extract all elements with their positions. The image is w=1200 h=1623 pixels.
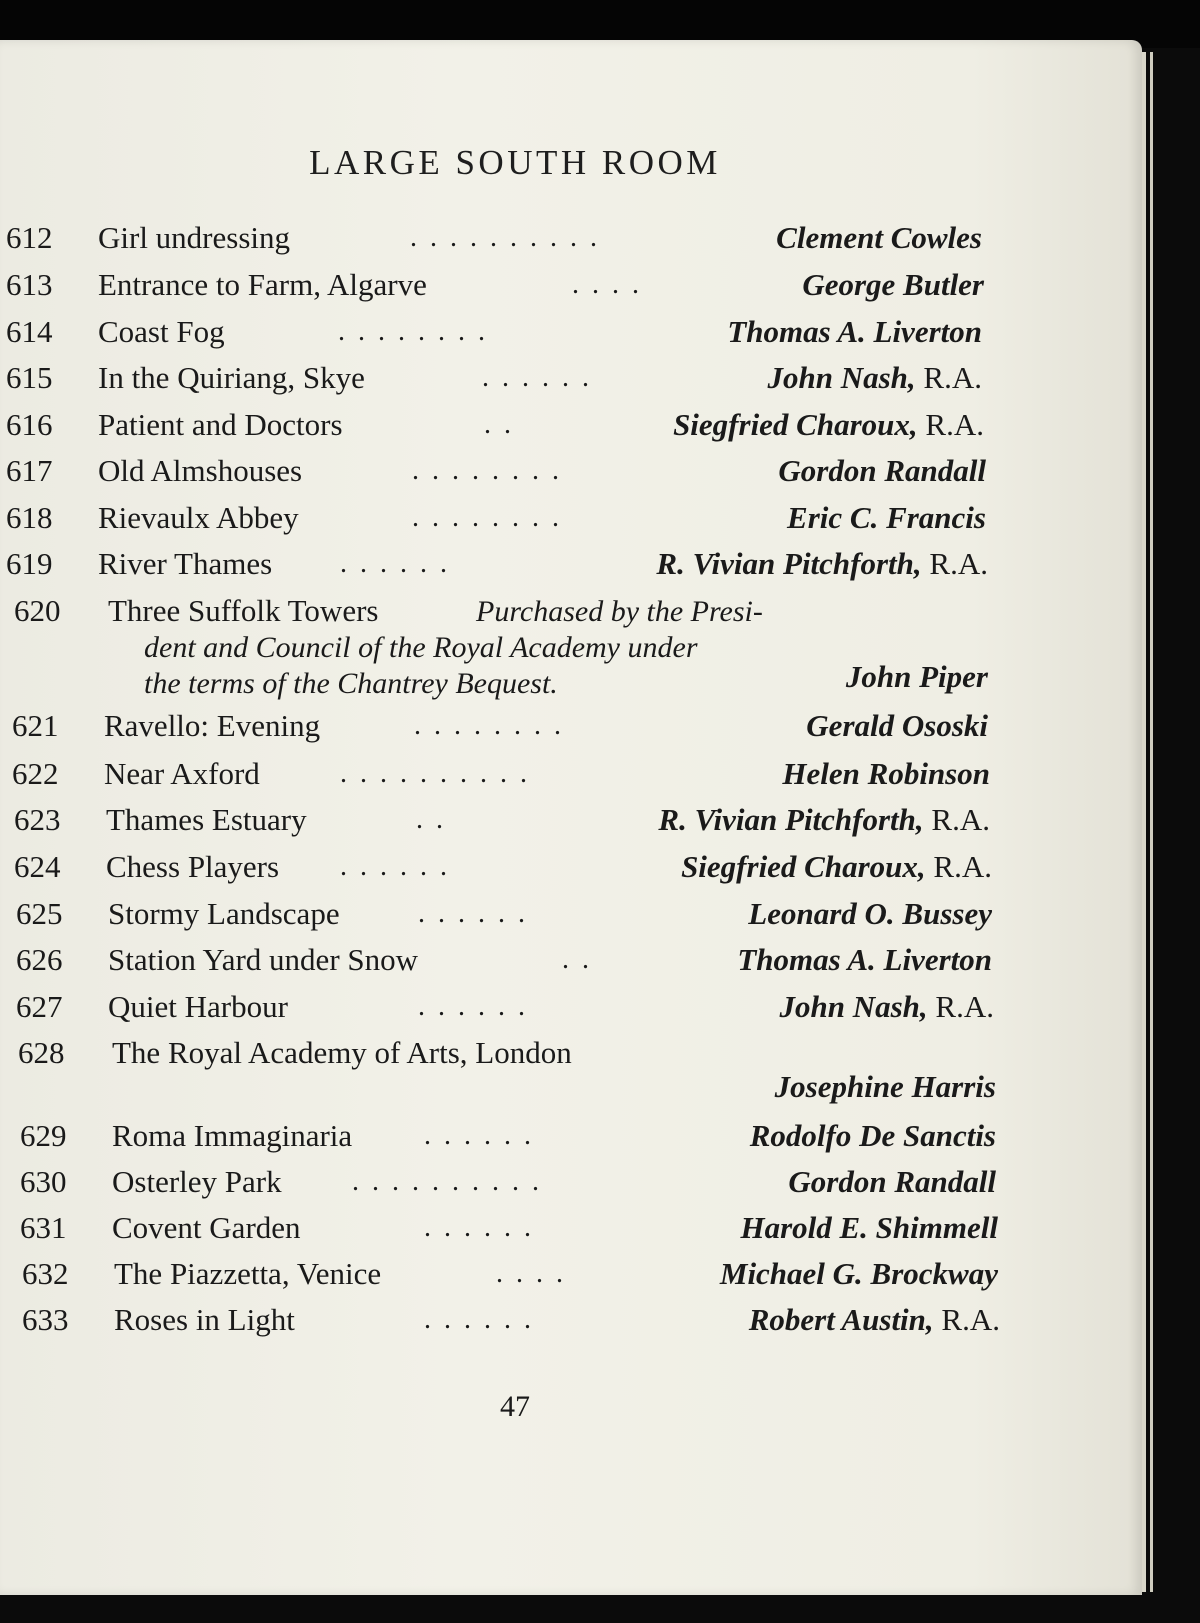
entry-artist: George Butler: [802, 267, 984, 302]
entry-title: Thames Estuary: [106, 802, 307, 837]
entry-artist: Gordon Randall: [778, 453, 986, 488]
entry-number: 630: [20, 1164, 67, 1199]
entry-number: 621: [12, 708, 59, 743]
entry-artist: R. Vivian Pitchforth, R.A.: [658, 802, 990, 837]
entry-title: Three Suffolk Towers: [108, 593, 379, 628]
entry-artist: R. Vivian Pitchforth, R.A.: [656, 546, 988, 581]
catalogue-entry: [0, 1250, 1000, 1298]
page-heading: LARGE SOUTH ROOM: [309, 143, 721, 182]
entry-number: 632: [22, 1256, 69, 1291]
catalogue-entry: [0, 308, 1000, 356]
leader-dots: . . . . . . . . . .: [352, 1166, 542, 1197]
entry-note: the terms of the Chantrey Bequest.: [144, 667, 558, 700]
catalogue-entry: [0, 401, 1000, 449]
catalogue-entry: [0, 1029, 1000, 1119]
leader-dots: . . . . . . . . . .: [340, 758, 530, 789]
catalogue-entry: [0, 843, 1000, 891]
entry-number: 628: [18, 1035, 65, 1070]
catalogue-entry: [0, 890, 1000, 938]
entry-number: 633: [22, 1302, 69, 1337]
entry-title: The Royal Academy of Arts, London: [112, 1035, 572, 1070]
leader-dots: . . . . . .: [424, 1120, 534, 1151]
entry-artist: John Nash, R.A.: [779, 989, 994, 1024]
entry-number: 624: [14, 849, 61, 884]
entry-number: 618: [6, 500, 53, 535]
catalogue-entry: [0, 796, 1000, 844]
entry-artist: Eric C. Francis: [787, 500, 986, 535]
entry-number: 623: [14, 802, 61, 837]
catalogue-entry: [0, 1296, 1000, 1344]
entry-number: 622: [12, 756, 59, 791]
entry-artist: John Nash, R.A.: [767, 360, 982, 395]
entry-title: Chess Players: [106, 849, 280, 884]
page-edge: [1150, 52, 1153, 1592]
catalogue-entry: [0, 702, 1000, 750]
leader-dots: . . . . . .: [418, 898, 528, 929]
catalogue-entry: [0, 750, 1000, 798]
leader-dots: . . . . . . . .: [414, 710, 564, 741]
entry-artist: John Piper: [845, 659, 988, 694]
catalogue-entry: [0, 1158, 1000, 1206]
entry-title: Covent Garden: [112, 1210, 301, 1245]
entry-title: Osterley Park: [112, 1164, 282, 1199]
entry-number: 615: [6, 360, 53, 395]
entry-title: The Piazzetta, Venice: [114, 1256, 382, 1291]
entry-title: Coast Fog: [98, 314, 225, 349]
entry-artist: Siegfried Charoux, R.A.: [681, 849, 992, 884]
entry-number: 631: [20, 1210, 67, 1245]
catalogue-entry: [0, 354, 1000, 402]
entry-title: River Thames: [98, 546, 273, 581]
leader-dots: . . . . . .: [418, 991, 528, 1022]
catalogue-entry: [0, 587, 1000, 700]
leader-dots: . . . . . .: [424, 1304, 534, 1335]
entry-number: 619: [6, 546, 53, 581]
entry-number: 626: [16, 942, 63, 977]
leader-dots: . . . . . . . . . .: [410, 222, 600, 253]
leader-dots: . . . . . . . .: [338, 316, 488, 347]
leader-dots: . .: [562, 944, 592, 975]
entry-title: Near Axford: [104, 756, 260, 791]
entry-title: Roma Immaginaria: [112, 1118, 353, 1153]
entry-number: 629: [20, 1118, 67, 1153]
entry-number: 614: [6, 314, 53, 349]
catalogue-entry: [0, 540, 1000, 588]
catalogue-entry: [0, 1112, 1000, 1160]
entry-title: Girl undressing: [98, 220, 291, 255]
entry-number: 620: [14, 593, 61, 628]
leader-dots: . .: [416, 804, 446, 835]
entry-artist: Helen Robinson: [782, 756, 990, 791]
catalogue-entry: [0, 936, 1000, 984]
entry-title: Ravello: Evening: [104, 708, 321, 743]
page-number: 47: [500, 1390, 530, 1423]
entry-title: In the Quiriang, Skye: [98, 360, 365, 395]
entry-artist: Michael G. Brockway: [719, 1256, 998, 1291]
entry-number: 617: [6, 453, 53, 488]
entry-artist: Harold E. Shimmell: [740, 1210, 998, 1245]
entry-number: 627: [16, 989, 63, 1024]
catalogue-entry: [0, 1204, 1000, 1252]
leader-dots: . . . .: [572, 269, 642, 300]
leader-dots: . . . . . .: [340, 851, 450, 882]
entry-title: Old Almshouses: [98, 453, 303, 488]
entry-title: Quiet Harbour: [108, 989, 288, 1024]
entry-number: 616: [6, 407, 53, 442]
leader-dots: . .: [484, 409, 514, 440]
entry-number: 625: [16, 896, 63, 931]
entry-artist: Siegfried Charoux, R.A.: [673, 407, 984, 442]
entry-artist: Robert Austin, R.A.: [748, 1302, 1000, 1337]
entry-number: 613: [6, 267, 53, 302]
entry-artist: Leonard O. Bussey: [748, 896, 992, 931]
leader-dots: . . . .: [496, 1258, 566, 1289]
leader-dots: . . . . . . . .: [412, 502, 562, 533]
entry-artist: Gordon Randall: [788, 1164, 996, 1199]
entry-title: Roses in Light: [114, 1302, 295, 1337]
entry-artist: Thomas A. Liverton: [737, 942, 992, 977]
catalogue-entry: [0, 214, 1000, 262]
entry-note: dent and Council of the Royal Academy under: [144, 631, 698, 664]
entry-artist: Rodolfo De Sanctis: [749, 1118, 996, 1153]
page-edge: [1142, 52, 1146, 1592]
entry-title: Patient and Doctors: [98, 407, 343, 442]
entry-title: Rievaulx Abbey: [98, 500, 299, 535]
entry-note: Purchased by the Presi-: [476, 595, 763, 628]
leader-dots: . . . . . .: [482, 362, 592, 393]
entry-artist: Gerald Ososki: [806, 708, 988, 743]
entry-artist: Josephine Harris: [774, 1069, 996, 1104]
entry-number: 612: [6, 220, 53, 255]
catalogue-entry: [0, 494, 1000, 542]
leader-dots: . . . . . .: [340, 548, 450, 579]
entry-artist: Thomas A. Liverton: [727, 314, 982, 349]
catalogue-entry: [0, 447, 1000, 495]
catalogue-entry: [0, 261, 1000, 309]
entry-title: Entrance to Farm, Algarve: [98, 267, 427, 302]
leader-dots: . . . . . .: [424, 1212, 534, 1243]
entry-title: Station Yard under Snow: [108, 942, 419, 977]
catalogue-entry: [0, 983, 1000, 1031]
leader-dots: . . . . . . . .: [412, 455, 562, 486]
entry-artist: Clement Cowles: [776, 220, 982, 255]
entry-title: Stormy Landscape: [108, 896, 340, 931]
